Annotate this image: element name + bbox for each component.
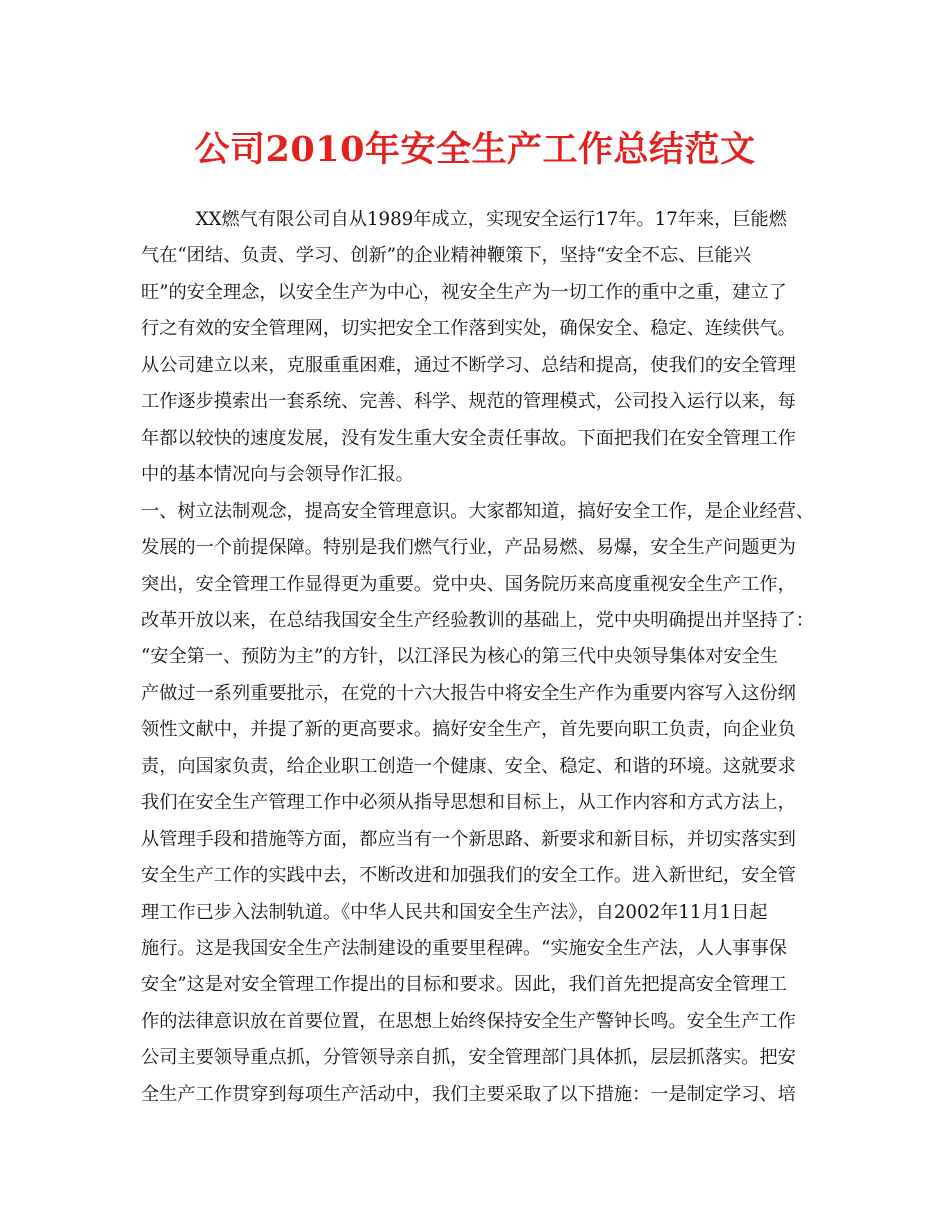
- body-line: 理工作已步入法制轨道。《中华人民共和国安全生产法》，自2002年11月1日起: [141, 901, 768, 923]
- body-line: 发展的一个前提保障。特别是我们燃气行业，产品易燃、易爆，安全生产问题更为: [141, 537, 796, 559]
- body-line: 作的法律意识放在首要位置，在思想上始终保持安全生产警钟长鸣。安全生产工作: [141, 1010, 796, 1032]
- body-line: 突出，安全管理工作显得更为重要。党中央、国务院历来高度重视安全生产工作，: [141, 573, 796, 595]
- document-title: 公司2010年安全生产工作总结范文: [194, 129, 756, 170]
- body-line: 行之有效的安全管理网，切实把安全工作落到实处，确保安全、稳定、连续供气。: [141, 318, 796, 340]
- body-line: 施行。这是我国安全生产法制建设的重要里程碑。“实施安全生产法，人人事事保: [141, 938, 787, 959]
- body-line: 产做过一系列重要批示，在党的十六大报告中将安全生产作为重要内容写入这份纲: [141, 682, 796, 704]
- body-line: “安全第一、预防为主”的方针，以江泽民为核心的第三代中央领导集体对安全生: [141, 646, 778, 668]
- body-line: 安全生产工作的实践中去，不断改进和加强我们的安全工作。进入新世纪，安全管: [141, 865, 796, 887]
- body-line: 从管理手段和措施等方面，都应当有一个新思路、新要求和新目标，并切实落实到: [141, 828, 796, 850]
- body-line: 旺”的安全理念，以安全生产为中心，视安全生产为一切工作的重中之重，建立了: [141, 281, 787, 303]
- body-line: 全生产工作贯穿到每项生产活动中，我们主要采取了以下措施：一是制定学习、培: [141, 1083, 796, 1105]
- body-line: XX燃气有限公司自从1989年成立，实现安全运行17年。17年来，巨能燃: [141, 209, 787, 230]
- body-line: 安全”这是对安全管理工作提出的目标和要求。因此，我们首先把提高安全管理工: [141, 974, 787, 996]
- body-line: 领性文献中，并提了新的更高要求。搞好安全生产，首先要向职工负责，向企业负: [141, 719, 796, 741]
- body-line: 年都以较快的速度发展，没有发生重大安全责任事故。下面把我们在安全管理工作: [141, 427, 796, 449]
- body-line: 我们在安全生产管理工作中必须从指导思想和目标上，从工作内容和方式方法上，: [141, 792, 796, 814]
- body-line: 一、树立法制观念，提高安全管理意识。大家都知道，搞好安全工作，是企业经营、: [141, 500, 814, 522]
- body-line: 中的基本情况向与会领导作汇报。: [141, 464, 414, 486]
- body-line: 改革开放以来，在总结我国安全生产经验教训的基础上，党中央明确提出并坚持了：: [141, 609, 814, 631]
- body-line: 从公司建立以来，克服重重困难，通过不断学习、总结和提高，使我们的安全管理: [141, 354, 796, 376]
- body-line: 气在“团结、负责、学习、创新”的企业精神鞭策下，坚持“安全不忘、巨能兴: [141, 245, 751, 267]
- body-line: 公司主要领导重点抓，分管领导亲自抓，安全管理部门具体抓，层层抓落实。把安: [141, 1047, 796, 1069]
- body-line: 责，向国家负责，给企业职工创造一个健康、安全、稳定、和谐的环境。这就要求: [141, 755, 796, 777]
- body-line: 工作逐步摸索出一套系统、完善、科学、规范的管理模式，公司投入运行以来，每: [141, 391, 796, 413]
